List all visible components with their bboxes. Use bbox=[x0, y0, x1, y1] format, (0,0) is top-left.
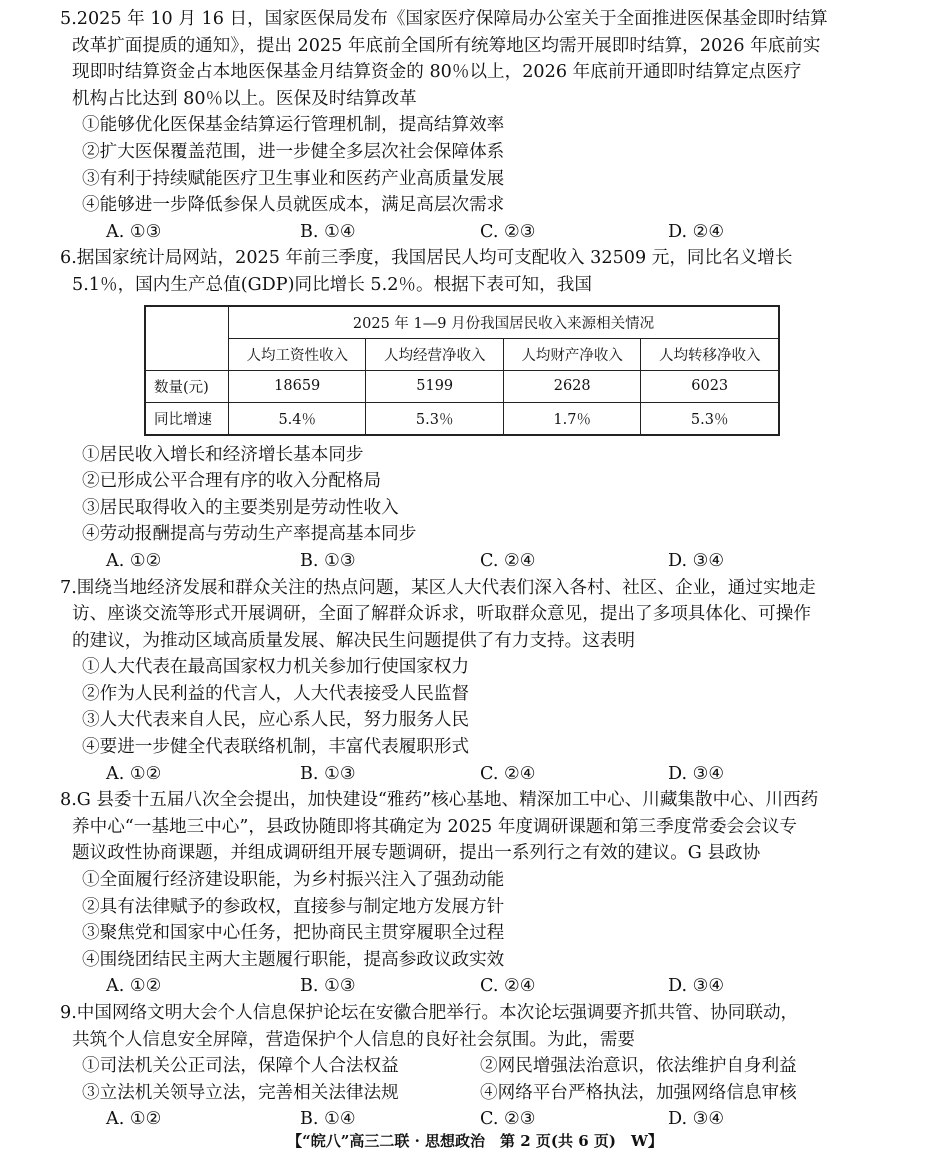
income-source-table bbox=[144, 305, 780, 436]
statement-option: ①能够优化医保基金结算运行管理机制，提高结算效率 bbox=[82, 115, 505, 136]
table-cell: 6023 bbox=[641, 370, 779, 402]
choice-c: C. ②④ bbox=[480, 763, 536, 784]
statement-option: ④网络平台严格执法，加强网络信息审核 bbox=[480, 1082, 797, 1103]
choice-a: A. ①② bbox=[106, 1109, 162, 1130]
choice-b: B. ①④ bbox=[300, 1109, 356, 1130]
statement-option: ②已形成公平合理有序的收入分配格局 bbox=[82, 471, 382, 492]
answer-choices bbox=[72, 973, 872, 1000]
statement-option: ①人大代表在最高国家权力机关参加行使国家权力 bbox=[82, 657, 470, 678]
choice-d: D. ②④ bbox=[668, 221, 725, 242]
statement-option: ②网民增强法治意识，依法维护自身利益 bbox=[480, 1056, 797, 1077]
statement-option: ③居民取得收入的主要类别是劳动性收入 bbox=[82, 497, 399, 518]
question-stem-line: 机构占比达到 80％以上。医保及时结算改革 bbox=[72, 88, 417, 109]
statement-option: ②具有法律赋予的参政权，直接参与制定地方发展方针 bbox=[82, 896, 505, 917]
question-5 bbox=[60, 6, 872, 245]
choice-d: D. ③④ bbox=[668, 550, 725, 571]
question-stem-line: 访、座谈交流等形式开展调研，全面了解群众诉求，听取群众意见，提出了多项具体化、可操作 bbox=[72, 604, 811, 625]
question-8 bbox=[60, 787, 872, 1000]
table-cell: 5.4％ bbox=[229, 402, 366, 435]
statement-option: ③立法机关领导立法，完善相关法律法规 bbox=[82, 1082, 399, 1103]
question-stem-line: 8.G 县委十五届八次全会提出，加快建设“雅药”核心基地、精深加工中心、川藏集散中心、川西药 bbox=[60, 790, 819, 811]
question-stem-line: 的建议，为推动区域高质量发展、解决民生问题提供了有力支持。这表明 bbox=[72, 630, 636, 651]
choice-a: A. ①② bbox=[106, 976, 162, 997]
statement-option: ④劳动报酬提高与劳动生产率提高基本同步 bbox=[82, 524, 417, 545]
question-6 bbox=[60, 245, 872, 574]
table-row bbox=[145, 402, 779, 435]
statement-option: ③有利于持续赋能医疗卫生事业和医药产业高质量发展 bbox=[82, 168, 505, 189]
table-cell: 2628 bbox=[503, 370, 640, 402]
choice-d: D. ③④ bbox=[668, 1109, 725, 1130]
statement-option: ③人大代表来自人民，应心系人民，努力服务人民 bbox=[82, 710, 470, 731]
question-stem-line: 改革扩面提质的通知》，提出 2025 年底前全国所有统筹地区均需开展即时结算，2026 年底前实 bbox=[72, 35, 821, 56]
answer-choices bbox=[72, 761, 872, 788]
question-stem-line: 现即时结算资金占本地医保基金月结算资金的 80％以上，2026 年底前开通即时结算定点医疗 bbox=[72, 62, 802, 83]
answer-choices bbox=[72, 219, 872, 246]
table-cell: 5199 bbox=[366, 370, 503, 402]
question-stem-line: 共筑个人信息安全屏障，营造保护个人信息的良好社会氛围。为此，需要 bbox=[72, 1029, 636, 1050]
row-label: 数量(元) bbox=[145, 370, 229, 402]
row-label: 同比增速 bbox=[145, 402, 229, 435]
table-header: 人均财产净收入 bbox=[503, 338, 640, 370]
choice-d: D. ③④ bbox=[668, 976, 725, 997]
statement-option: ④能够进一步降低参保人员就医成本，满足高层次需求 bbox=[82, 195, 505, 216]
table-header: 人均工资性收入 bbox=[229, 338, 366, 370]
question-stem-line: 题议政性协商课题，并组成调研组开展专题调研，提出一系列行之有效的建议。G 县政协 bbox=[72, 843, 761, 864]
choice-a: A. ①② bbox=[106, 550, 162, 571]
statement-option-row bbox=[72, 1080, 872, 1107]
question-stem-line: 9.中国网络文明大会个人信息保护论坛在安徽合肥举行。本次论坛强调要齐抓共管、协同联动， bbox=[60, 1003, 799, 1023]
table-cell: 5.3％ bbox=[641, 402, 779, 435]
choice-b: B. ①③ bbox=[300, 550, 356, 571]
choice-a: A. ①② bbox=[106, 763, 162, 784]
question-stem-line: 6.据国家统计局网站，2025 年前三季度，我国居民人均可支配收入 32509 元，同比名义增长 bbox=[60, 248, 793, 269]
page-footer: 【“皖八”高三二联 · 思想政治 第 2 页(共 6 页) W】 bbox=[287, 1132, 663, 1150]
choice-c: C. ②④ bbox=[480, 976, 536, 997]
choice-c: C. ②③ bbox=[480, 1109, 536, 1130]
answer-choices bbox=[72, 548, 872, 575]
table-cell: 5.3％ bbox=[366, 402, 503, 435]
statement-option-row bbox=[72, 1053, 872, 1080]
table-corner-cell bbox=[145, 306, 229, 371]
table-header: 人均转移净收入 bbox=[641, 338, 779, 370]
question-stem-line: 5.1％，国内生产总值(GDP)同比增长 5.2％。根据下表可知，我国 bbox=[72, 274, 592, 295]
statement-option: ③聚焦党和国家中心任务，把协商民主贯穿履职全过程 bbox=[82, 923, 505, 944]
table-row bbox=[145, 370, 779, 402]
table-cell: 1.7％ bbox=[503, 402, 640, 435]
statement-option: ②作为人民利益的代言人，人大代表接受人民监督 bbox=[82, 683, 470, 704]
table-title: 2025 年 1—9 月份我国居民收入来源相关情况 bbox=[229, 306, 780, 339]
question-9 bbox=[60, 1000, 872, 1133]
statement-option: ④围绕团结民主两大主题履行职能，提高参政议政实效 bbox=[82, 949, 505, 970]
statement-option: ①司法机关公正司法，保障个人合法权益 bbox=[82, 1056, 399, 1077]
choice-a: A. ①③ bbox=[106, 221, 162, 242]
choice-b: B. ①③ bbox=[300, 976, 356, 997]
statement-option: ④要进一步健全代表联络机制，丰富代表履职形式 bbox=[82, 737, 470, 758]
question-stem-line: 养中心“一基地三中心”，县政协随即将其确定为 2025 年度调研课题和第三季度常委会会议专 bbox=[72, 816, 797, 837]
question-stem-line: 5.2025 年 10 月 16 日，国家医保局发布《国家医疗保障局办公室关于全面推进医保基金即时结算 bbox=[60, 9, 828, 29]
choice-b: B. ①④ bbox=[300, 221, 356, 242]
choice-c: C. ②④ bbox=[480, 550, 536, 571]
statement-option: ②扩大医保覆盖范围，进一步健全多层次社会保障体系 bbox=[82, 141, 505, 162]
choice-d: D. ③④ bbox=[668, 763, 725, 784]
exam-page bbox=[60, 6, 872, 1133]
answer-choices bbox=[72, 1106, 872, 1133]
table-cell: 18659 bbox=[229, 370, 366, 402]
table-header: 人均经营净收入 bbox=[366, 338, 503, 370]
question-7 bbox=[60, 575, 872, 788]
statement-option: ①全面履行经济建设职能，为乡村振兴注入了强劲动能 bbox=[82, 870, 505, 891]
choice-b: B. ①③ bbox=[300, 763, 356, 784]
question-stem-line: 7.围绕当地经济发展和群众关注的热点问题，某区人大代表们深入各村、社区、企业，通过实地走 bbox=[60, 577, 816, 598]
choice-c: C. ②③ bbox=[480, 221, 536, 242]
statement-option: ①居民收入增长和经济增长基本同步 bbox=[82, 444, 364, 465]
